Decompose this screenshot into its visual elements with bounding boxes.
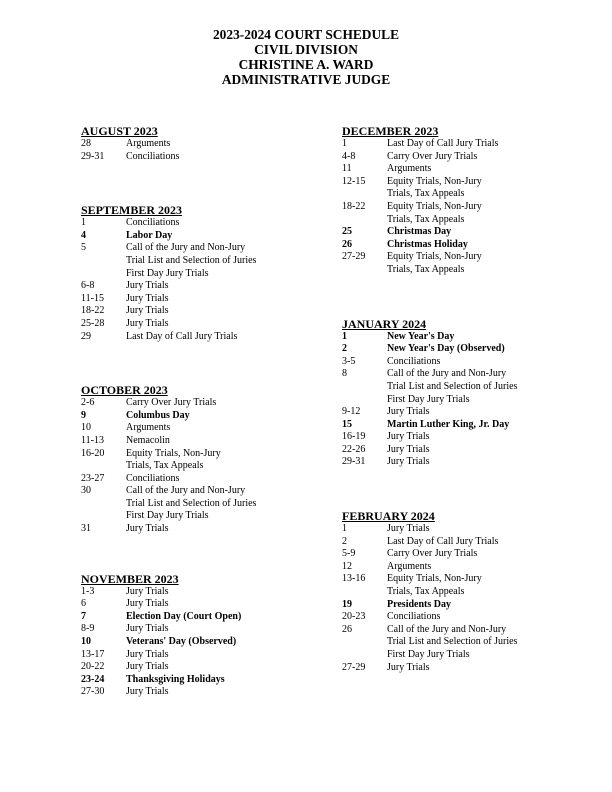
entry-date: 19 (342, 598, 352, 610)
document-header (0, 27, 612, 87)
entry-description: Christmas Day (387, 226, 452, 238)
entry-description: Jury Trials (126, 661, 169, 673)
month-heading: NOVEMBER 2023 (81, 571, 179, 586)
schedule-entry (342, 368, 592, 381)
schedule-entry (81, 293, 331, 306)
entry-date: 5-9 (342, 548, 356, 560)
entry-date (81, 255, 126, 268)
holiday-entry (342, 343, 592, 356)
entry-date (342, 264, 387, 277)
holiday-entry (81, 230, 331, 243)
entry-date: 27-30 (81, 686, 105, 698)
holiday-entry (342, 239, 592, 252)
schedule-entry (81, 268, 331, 281)
schedule-entry (342, 586, 592, 599)
schedule-entry (342, 406, 592, 419)
schedule-entry (81, 598, 331, 611)
entry-date: 20-23 (342, 611, 366, 623)
entry-description: Christmas Holiday (387, 238, 468, 250)
entry-date (81, 498, 126, 511)
entry-date (81, 510, 126, 523)
schedule-entry (81, 485, 331, 498)
entry-date: 29-31 (81, 150, 105, 162)
entry-description: Election Day (Court Open) (126, 610, 242, 622)
entry-description: First Day Jury Trials (387, 393, 470, 405)
entry-description: Trials, Tax Appeals (126, 460, 204, 472)
entry-date (342, 636, 387, 649)
entry-date: 30 (81, 485, 91, 497)
entry-date: 12 (342, 560, 352, 572)
division-title: CIVIL DIVISION (254, 42, 358, 57)
entry-description: Equity Trials, Non-Jury (126, 447, 221, 459)
entry-date: 27-29 (342, 251, 366, 263)
schedule-entry (342, 649, 592, 662)
entry-description: Equity Trials, Non-Jury (387, 200, 482, 212)
month-section-december-2023 (342, 125, 592, 277)
entry-date: 4-8 (342, 150, 356, 162)
schedule-entry (342, 188, 592, 201)
entry-date: 9-12 (342, 406, 361, 418)
entry-description: Jury Trials (126, 305, 169, 317)
month-section-august-2023 (81, 125, 331, 163)
entry-date: 1 (81, 217, 86, 229)
entry-date: 26 (342, 238, 352, 250)
schedule-entry (81, 661, 331, 674)
entry-date (81, 268, 126, 281)
month-section-october-2023 (81, 384, 331, 536)
entry-date: 10 (81, 636, 91, 648)
month-heading: SEPTEMBER 2023 (81, 203, 183, 218)
entry-date: 2 (342, 535, 347, 547)
entry-description: Trials, Tax Appeals (387, 213, 465, 225)
holiday-entry (81, 611, 331, 624)
month-heading: FEBRUARY 2024 (342, 509, 435, 524)
holiday-entry (342, 331, 592, 344)
entry-date: 1 (342, 138, 347, 149)
entry-date: 29 (81, 330, 91, 342)
entry-description: Trial List and Selection of Juries (387, 636, 518, 648)
schedule-entry (81, 318, 331, 331)
schedule-entry (342, 431, 592, 444)
month-section-september-2023 (81, 204, 331, 343)
entry-date (81, 460, 126, 473)
entry-date (342, 381, 387, 394)
entry-date (342, 649, 387, 662)
entry-description: Arguments (387, 560, 432, 572)
schedule-entry (342, 214, 592, 227)
schedule-entry (81, 686, 331, 699)
holiday-entry (342, 419, 592, 432)
entry-description: Conciliations (126, 472, 180, 484)
schedule-entry (81, 138, 331, 151)
entry-date: 2 (342, 343, 347, 355)
entry-date: 12-15 (342, 175, 366, 187)
entry-date: 20-22 (81, 661, 105, 673)
entry-date (342, 394, 387, 407)
holiday-entry (81, 410, 331, 423)
entry-date: 1-3 (81, 585, 95, 597)
entry-date: 15 (342, 418, 352, 430)
entry-date: 13-16 (342, 573, 366, 585)
entry-description: Jury Trials (126, 598, 169, 610)
entry-description: Last Day of Call Jury Trials (387, 535, 499, 547)
entry-description: Call of the Jury and Non-Jury (387, 368, 507, 380)
entry-date: 9 (81, 409, 86, 421)
schedule-entry (81, 397, 331, 410)
entry-description: Veterans' Day (Observed) (126, 636, 237, 648)
schedule-entry (81, 242, 331, 255)
month-section-november-2023 (81, 573, 331, 699)
entry-date: 2-6 (81, 397, 95, 409)
entry-date (342, 214, 387, 227)
entry-description: Jury Trials (126, 585, 169, 597)
entry-description: Jury Trials (387, 406, 430, 418)
month-heading: AUGUST 2023 (81, 124, 158, 138)
schedule-entry (342, 138, 592, 151)
entry-description: First Day Jury Trials (126, 510, 209, 522)
schedule-entry (81, 255, 331, 268)
entry-description: Trial List and Selection of Juries (126, 497, 257, 509)
entry-description: First Day Jury Trials (126, 267, 209, 279)
entry-date: 10 (81, 422, 91, 434)
schedule-entry (81, 649, 331, 662)
entry-description: Trials, Tax Appeals (387, 188, 465, 200)
schedule-entry (81, 498, 331, 511)
schedule-entry (342, 151, 592, 164)
entry-description: Call of the Jury and Non-Jury (126, 485, 246, 497)
entry-description: Presidents Day (387, 598, 451, 610)
left-column (81, 125, 331, 699)
schedule-entry (342, 624, 592, 637)
schedule-entry (81, 448, 331, 461)
schedule-entry (81, 422, 331, 435)
entry-description: Last Day of Call Jury Trials (126, 330, 238, 342)
entry-description: Conciliations (126, 150, 180, 162)
schedule-entry (81, 151, 331, 164)
entry-description: Conciliations (387, 611, 441, 623)
schedule-entry (342, 573, 592, 586)
entry-description: Jury Trials (387, 523, 430, 535)
entry-description: Arguments (126, 138, 171, 149)
judge-name: CHRISTINE A. WARD (238, 57, 374, 72)
entry-description: Jury Trials (387, 443, 430, 455)
entry-description: Jury Trials (126, 523, 169, 535)
month-section-february-2024 (342, 510, 592, 674)
entry-description: Conciliations (126, 217, 180, 229)
entry-date: 23-27 (81, 472, 105, 484)
schedule-entry (342, 176, 592, 189)
entry-date (342, 586, 387, 599)
entry-date: 1 (342, 523, 347, 535)
entry-description: Call of the Jury and Non-Jury (387, 623, 507, 635)
schedule-entry (81, 217, 331, 230)
entry-date: 18-22 (81, 305, 105, 317)
entry-date: 18-22 (342, 200, 366, 212)
entry-description: First Day Jury Trials (387, 649, 470, 660)
entry-description: Jury Trials (387, 661, 430, 673)
holiday-entry (81, 636, 331, 649)
entry-description: Jury Trials (126, 686, 169, 698)
schedule-entry (342, 264, 592, 277)
holiday-entry (81, 674, 331, 687)
month-heading: DECEMBER 2023 (342, 124, 439, 138)
entry-description: Jury Trials (387, 456, 430, 468)
entry-description: New Year's Day (387, 330, 455, 342)
schedule-entry (81, 523, 331, 536)
entry-date: 28 (81, 138, 91, 149)
entry-description: Equity Trials, Non-Jury (387, 251, 482, 263)
schedule-entry (342, 636, 592, 649)
schedule-entry (342, 561, 592, 574)
right-column (342, 125, 592, 674)
holiday-entry (342, 599, 592, 612)
schedule-entry (81, 623, 331, 636)
entry-description: Last Day of Call Jury Trials (387, 138, 499, 149)
schedule-entry (342, 381, 592, 394)
entry-date: 16-19 (342, 431, 366, 443)
schedule-title: 2023-2024 COURT SCHEDULE (212, 27, 400, 42)
entry-description: Jury Trials (126, 292, 169, 304)
entry-description: Arguments (126, 422, 171, 434)
entry-description: Equity Trials, Non-Jury (387, 175, 482, 187)
entry-description: Trial List and Selection of Juries (126, 254, 257, 266)
holiday-entry (342, 226, 592, 239)
entry-description: Arguments (387, 163, 432, 175)
entry-description: Nemacolin (126, 434, 170, 446)
entry-date: 25 (342, 226, 352, 238)
entry-date: 11-13 (81, 434, 104, 446)
entry-date: 3-5 (342, 355, 356, 367)
entry-date: 23-24 (81, 673, 105, 685)
month-section-january-2024 (342, 318, 592, 470)
schedule-entry (342, 611, 592, 624)
entry-description: Carry Over Jury Trials (387, 150, 478, 162)
schedule-entry (81, 305, 331, 318)
entry-description: Carry Over Jury Trials (126, 397, 217, 409)
entry-date: 4 (81, 229, 86, 241)
entry-description: Columbus Day (126, 409, 190, 421)
entry-date: 8-9 (81, 623, 95, 635)
entry-date: 8 (342, 368, 347, 380)
entry-date: 6-8 (81, 280, 95, 292)
entry-date: 13-17 (81, 648, 105, 660)
judge-title: ADMINISTRATIVE JUDGE (221, 72, 391, 87)
entry-date: 11-15 (81, 292, 104, 304)
month-heading: JANUARY 2024 (342, 316, 427, 331)
entry-description: Trial List and Selection of Juries (387, 380, 518, 392)
schedule-entry (342, 394, 592, 407)
entry-description: Thanksgiving Holidays (126, 673, 225, 685)
schedule-entry (342, 163, 592, 176)
entry-description: Jury Trials (126, 648, 169, 660)
entry-date: 16-20 (81, 447, 105, 459)
schedule-entry (342, 548, 592, 561)
schedule-entry (81, 331, 331, 344)
schedule-entry (342, 444, 592, 457)
entry-date: 29-31 (342, 456, 366, 468)
schedule-entry (81, 586, 331, 599)
entry-description: New Year's Day (Observed) (387, 343, 505, 355)
entry-description: Conciliations (387, 355, 441, 367)
schedule-entry (342, 356, 592, 369)
entry-description: Jury Trials (387, 431, 430, 443)
schedule-entry (81, 460, 331, 473)
entry-date: 5 (81, 242, 86, 254)
entry-description: Jury Trials (126, 623, 169, 635)
entry-description: Labor Day (126, 229, 173, 241)
schedule-entry (342, 251, 592, 264)
entry-date: 7 (81, 610, 86, 622)
entry-date: 26 (342, 623, 352, 635)
entry-date: 31 (81, 523, 91, 535)
schedule-entry (81, 280, 331, 293)
schedule-entry (342, 456, 592, 469)
entry-description: Jury Trials (126, 317, 169, 329)
entry-description: Jury Trials (126, 280, 169, 292)
entry-description: Trials, Tax Appeals (387, 263, 465, 275)
schedule-entry (81, 510, 331, 523)
schedule-entry (342, 201, 592, 214)
schedule-entry (342, 536, 592, 549)
entry-date: 25-28 (81, 317, 105, 329)
entry-date: 6 (81, 598, 86, 610)
entry-date: 22-26 (342, 443, 366, 455)
schedule-entry (81, 435, 331, 448)
schedule-entry (342, 662, 592, 675)
schedule-entry (81, 473, 331, 486)
entry-description: Martin Luther King, Jr. Day (387, 418, 510, 430)
entry-date: 27-29 (342, 661, 366, 673)
schedule-entry (342, 523, 592, 536)
entry-description: Call of the Jury and Non-Jury (126, 242, 246, 254)
entry-description: Equity Trials, Non-Jury (387, 573, 482, 585)
entry-date: 11 (342, 163, 352, 175)
entry-description: Carry Over Jury Trials (387, 548, 478, 560)
month-heading: OCTOBER 2023 (81, 383, 168, 398)
entry-date: 1 (342, 330, 347, 342)
entry-date (342, 188, 387, 201)
entry-description: Trials, Tax Appeals (387, 586, 465, 598)
